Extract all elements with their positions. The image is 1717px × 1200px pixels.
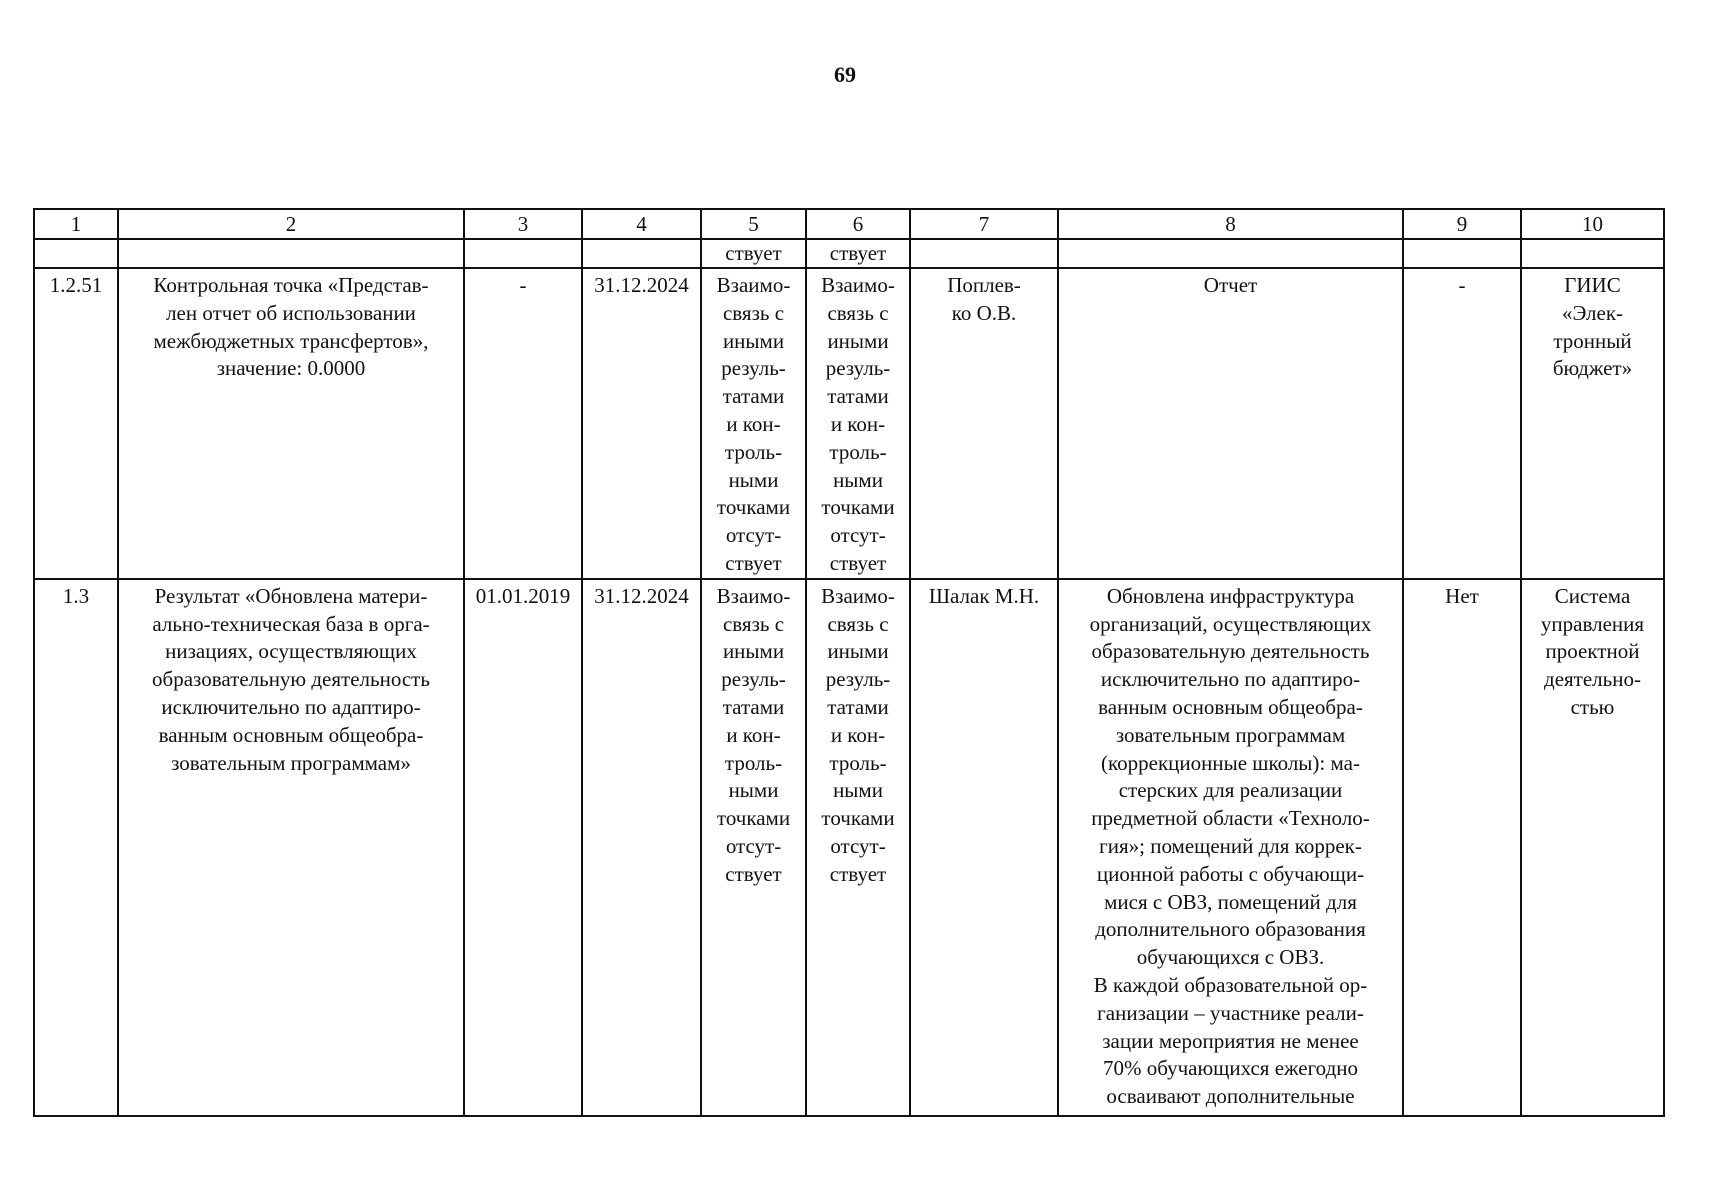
result-description: Обновлена инфраструктура организаций, осуществляющих образовательную деятельность исключительно по адаптиро- ванным основным общеобра- зовательным программам (коррекционные школы): ма- стерских для реализации предметной области «Техноло- гия»; помещений для коррек- ционной работы с обучающи- мися с ОВЗ, помещений для дополнительного образования обучающихся с ОВЗ. В каждой образовательной ор- ганизации – участнике реали- зации мероприятия не менее 70% обучающихся ежегодно осваивают дополнительные bbox=[1058, 579, 1403, 1116]
table-cell bbox=[34, 239, 118, 268]
table-cell: ствует bbox=[806, 239, 910, 268]
column-number-7: 7 bbox=[910, 209, 1058, 239]
end-date: 31.12.2024 bbox=[582, 268, 701, 579]
table-cell: ствует bbox=[701, 239, 806, 268]
table-cell bbox=[464, 239, 582, 268]
column-number-6: 6 bbox=[806, 209, 910, 239]
column-number-5: 5 bbox=[701, 209, 806, 239]
start-date: - bbox=[464, 268, 582, 579]
document-table bbox=[33, 208, 1665, 1117]
column-number-2: 2 bbox=[118, 209, 464, 239]
column-number-10: 10 bbox=[1521, 209, 1664, 239]
row-number: 1.3 bbox=[34, 579, 118, 1116]
table-row bbox=[34, 579, 1664, 1116]
information-system: ГИИС «Элек- тронный бюджет» bbox=[1521, 268, 1664, 579]
column-number-8: 8 bbox=[1058, 209, 1403, 239]
table-cell bbox=[118, 239, 464, 268]
row-title: Результат «Обновлена матери- ально-техническая база в орга- низациях, осуществляющих образовательную деятельность исключительно по адаптиро- ванным основным общеобра- зовательным программам» bbox=[118, 579, 464, 1116]
table-cell bbox=[582, 239, 701, 268]
responsible-person: Шалак М.Н. bbox=[910, 579, 1058, 1116]
successor-links: Взаимо- связь с иными резуль- татами и кон- троль- ными точками отсут- ствует bbox=[806, 268, 910, 579]
table-cell bbox=[1058, 239, 1403, 268]
table-header-row bbox=[34, 209, 1664, 239]
table-cell bbox=[1403, 239, 1521, 268]
table-cell bbox=[910, 239, 1058, 268]
page-number: 69 bbox=[834, 62, 856, 87]
start-date: 01.01.2019 bbox=[464, 579, 582, 1116]
row-number: 1.2.51 bbox=[34, 268, 118, 579]
predecessor-links: Взаимо- связь с иными резуль- татами и кон- троль- ными точками отсут- ствует bbox=[701, 268, 806, 579]
responsible-person: Поплев- ко О.В. bbox=[910, 268, 1058, 579]
continuation-row bbox=[34, 239, 1664, 268]
column-number-1: 1 bbox=[34, 209, 118, 239]
end-date: 31.12.2024 bbox=[582, 579, 701, 1116]
level-control: Нет bbox=[1403, 579, 1521, 1116]
column-number-3: 3 bbox=[464, 209, 582, 239]
information-system: Система управления проектной деятельно- стью bbox=[1521, 579, 1664, 1116]
column-number-9: 9 bbox=[1403, 209, 1521, 239]
successor-links: Взаимо- связь с иными резуль- татами и кон- троль- ными точками отсут- ствует bbox=[806, 579, 910, 1116]
level-control: - bbox=[1403, 268, 1521, 579]
column-number-4: 4 bbox=[582, 209, 701, 239]
row-title: Контрольная точка «Представ- лен отчет об использовании межбюджетных трансфертов», значение: 0.0000 bbox=[118, 268, 464, 579]
table-row bbox=[34, 268, 1664, 579]
result-description: Отчет bbox=[1058, 268, 1403, 579]
table-cell bbox=[1521, 239, 1664, 268]
predecessor-links: Взаимо- связь с иными резуль- татами и кон- троль- ными точками отсут- ствует bbox=[701, 579, 806, 1116]
